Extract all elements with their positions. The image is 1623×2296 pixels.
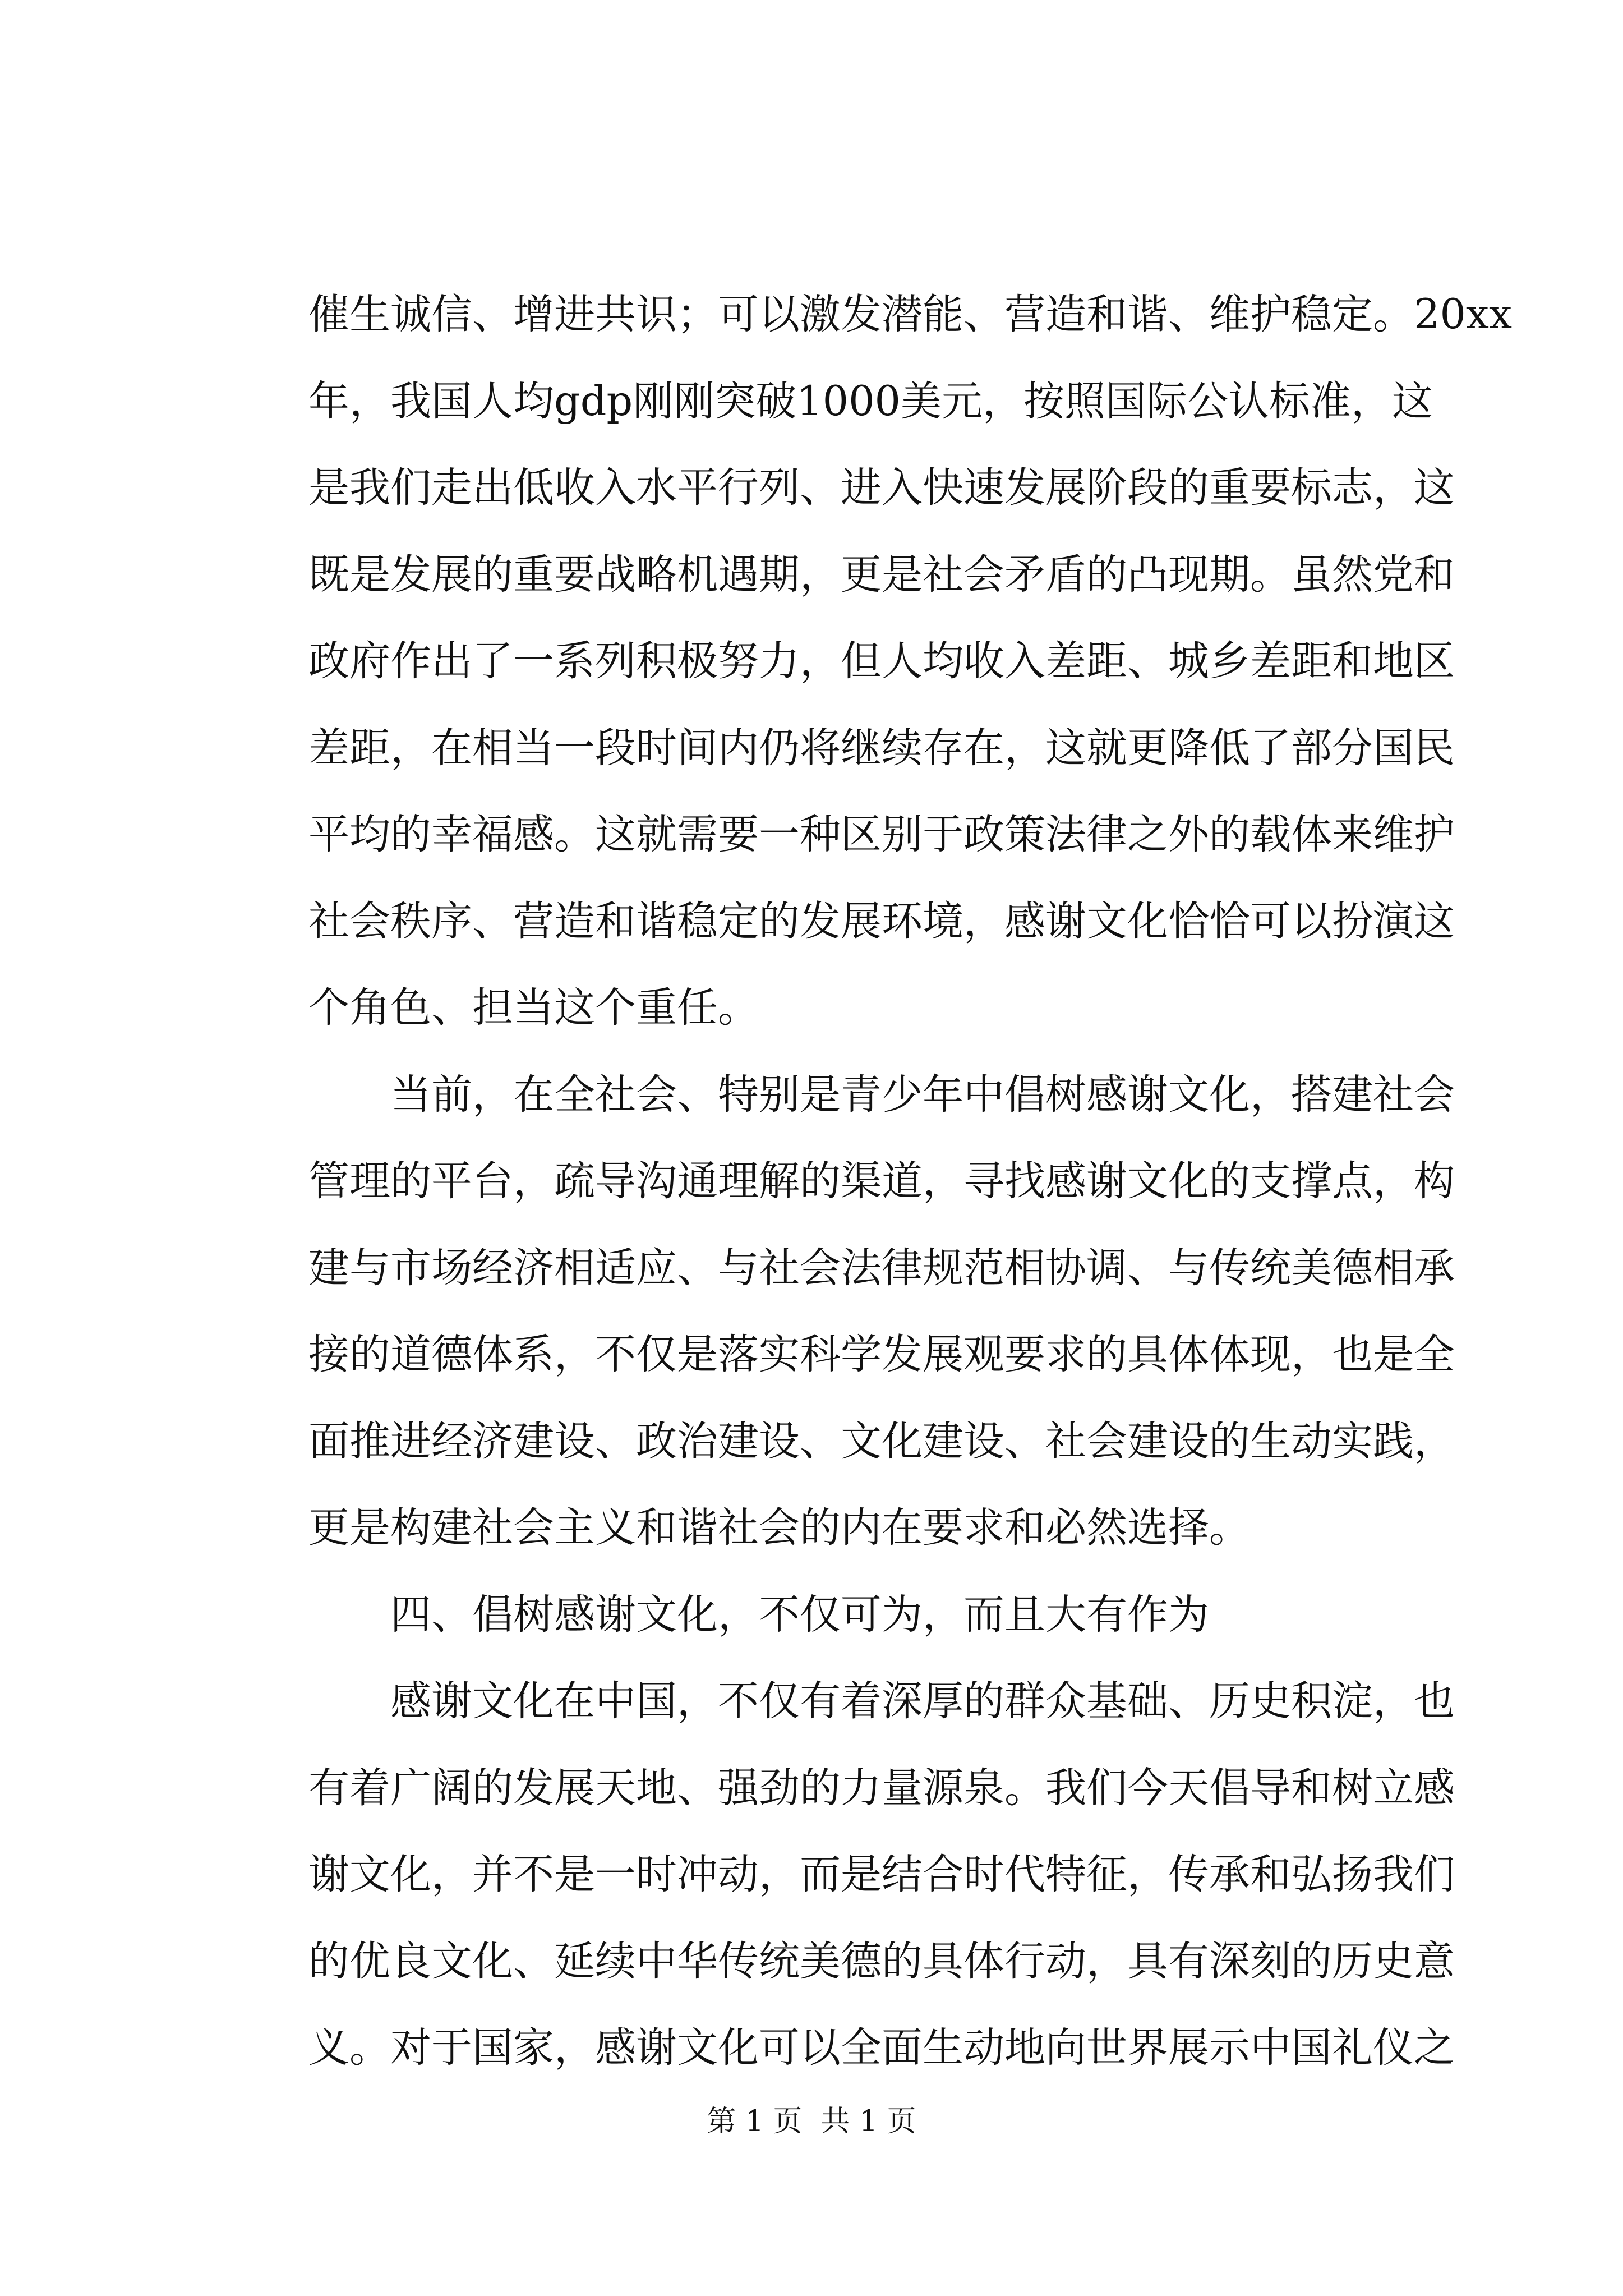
section-heading: 四、倡树感谢文化，不仅可为，而且大有作为 xyxy=(308,1590,1209,1639)
text-line: 催生诚信、增进共识；可以激发潜能、营造和谐、维护稳定。20xx xyxy=(308,291,1513,338)
text-line: 义。对于国家，感谢文化可以全面生动地向世界展示中国礼仪之 xyxy=(308,2024,1455,2072)
text-line: 的优良文化、延续中华传统美德的具体行动，具有深刻的历史意 xyxy=(308,1937,1455,1985)
text-line: 是我们走出低收入水平行列、进入快速发展阶段的重要标志，这 xyxy=(308,464,1455,512)
text-line: 个角色、担当这个重任。 xyxy=(308,984,759,1032)
text-line: 有着广阔的发展天地、强劲的力量源泉。我们今天倡导和树立感 xyxy=(308,1764,1455,1812)
text-line: 建与市场经济相适应、与社会法律规范相协调、与传统美德相承 xyxy=(308,1244,1455,1292)
text-line: 管理的平台，疏导沟通理解的渠道，寻找感谢文化的支撑点，构 xyxy=(308,1157,1455,1205)
text-line: 既是发展的重要战略机遇期，更是社会矛盾的凸现期。虽然党和 xyxy=(308,550,1455,599)
text-line: 差距，在相当一段时间内仍将继续存在，这就更降低了部分国民 xyxy=(308,724,1455,772)
text-line: 感谢文化在中国，不仅有着深厚的群众基础、历史积淀，也 xyxy=(308,1677,1455,1725)
text-line: 更是构建社会主义和谐社会的内在要求和必然选择。 xyxy=(308,1504,1250,1552)
text-line: 接的道德体系，不仅是落实科学发展观要求的具体体现，也是全 xyxy=(308,1331,1455,1378)
text-line: 当前，在全社会、特别是青少年中倡树感谢文化，搭建社会 xyxy=(308,1070,1455,1119)
text-line: 社会秩序、营造和谐稳定的发展环境，感谢文化恰恰可以扮演这 xyxy=(308,897,1455,945)
document-body xyxy=(308,291,1513,2112)
text-line: 平均的幸福感。这就需要一种区别于政策法律之外的载体来维护 xyxy=(308,811,1455,858)
text-line: 谢文化，并不是一时冲动，而是结合时代特征，传承和弘扬我们 xyxy=(308,1851,1455,1898)
text-line: 面推进经济建设、政治建设、文化建设、社会建设的生动实践， xyxy=(308,1417,1455,1465)
page-footer: 第 1 页 共 1 页 xyxy=(707,2105,916,2138)
text-line: 年，我国人均gdp刚刚突破1000美元，按照国际公认标准，这 xyxy=(308,377,1433,425)
text-line: 政府作出了一系列积极努力，但人均收入差距、城乡差距和地区 xyxy=(308,637,1455,685)
